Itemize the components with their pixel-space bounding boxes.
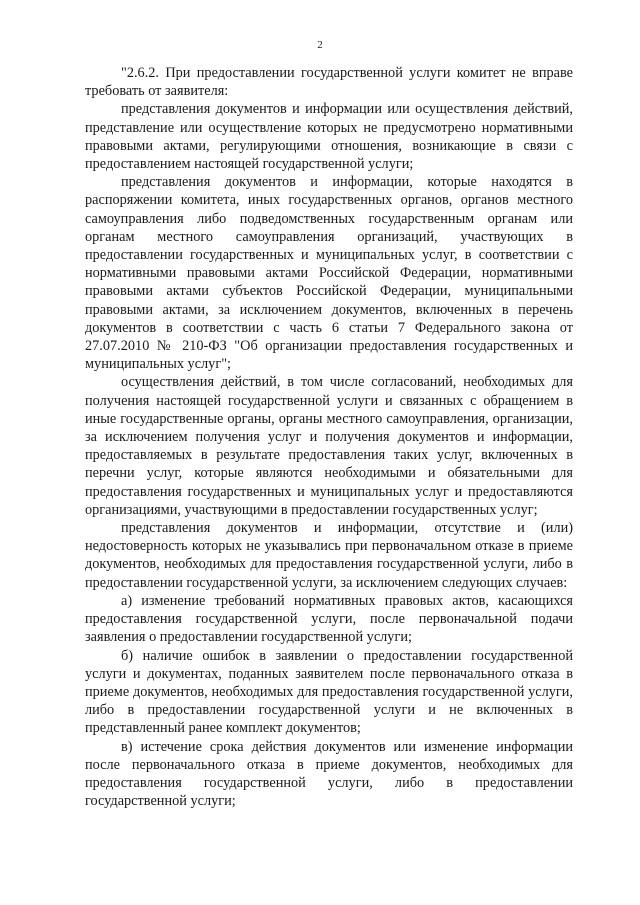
paragraph-item-v: в) истечение срока действия документов или изменение информации после первоначального отказа в приеме документов, необходимых для предоставления государственной услуги, либо в предоставлении государственной услуги; [85, 738, 573, 810]
paragraph-4: представления документов и информации, отсутствие и (или) недостоверность которых не указывались при первоначальном отказе в приеме документов, необходимых для предоставления государственной услуги, либо в предоставлении государственной услуги, за исключением следующих случаев: [85, 520, 573, 591]
paragraph-2: представления документов и информации, которые находятся в распоряжении комитета, иных государственных органов, органов местного самоуправления либо подведомственных государственным органам или органам местного самоуправления организаций, участвующих в предоставлении государственных и муниципальных услуг, в соответствии с нормативными правовыми актами Российской Федерации, нормативными правовыми актами субъектов Российской Федерации, муниципальными правовыми актами, за исключением документов, включенных в перечень документов в соответствии с часть 6 статьи 7 Федерального закона от 27.07.2010 № 210-ФЗ "Об организации предоставления государственных и муниципальных услуг"; [85, 174, 573, 373]
paragraph-1: представления документов и информации или осуществления действий, представление или осуществление которых не предусмотрено нормативными правовыми актами, регулирующими отношения, возникающие в связи с предоставлением настоящей государственной услуги; [85, 101, 573, 173]
page-number: 2 [317, 39, 323, 51]
document-body [85, 64, 573, 810]
paragraph-3: осуществления действий, в том числе согласований, необходимых для получения настоящей государственной услуги и связанных с обращением в иные государственные органы, органы местного самоуправления, организации, за исключением получения услуг и получения документов и информации, предоставляемых в результате предоставления таких услуг, включенных в перечни услуг, которые являются необходимыми и обязательными для предоставления государственных и муниципальных услуг и предоставляются организациями, участвующими в предоставлении государственных услуг; [85, 374, 573, 518]
paragraph-item-b: б) наличие ошибок в заявлении о предоставлении государственной услуги и документах, поданных заявителем после первоначального отказа в приеме документов, необходимых для предоставления государственной услуги, либо в предоставлении государственной услуги и не включенных в представленный ранее комплект документов; [85, 647, 573, 737]
paragraph-item-a: а) изменение требований нормативных правовых актов, касающихся предоставления государственной услуги, после первоначальной подачи заявления о предоставлении государственной услуги; [85, 592, 573, 646]
paragraph-intro: "2.6.2. При предоставлении государственной услуги комитет не вправе требовать от заявителя: [85, 65, 573, 100]
